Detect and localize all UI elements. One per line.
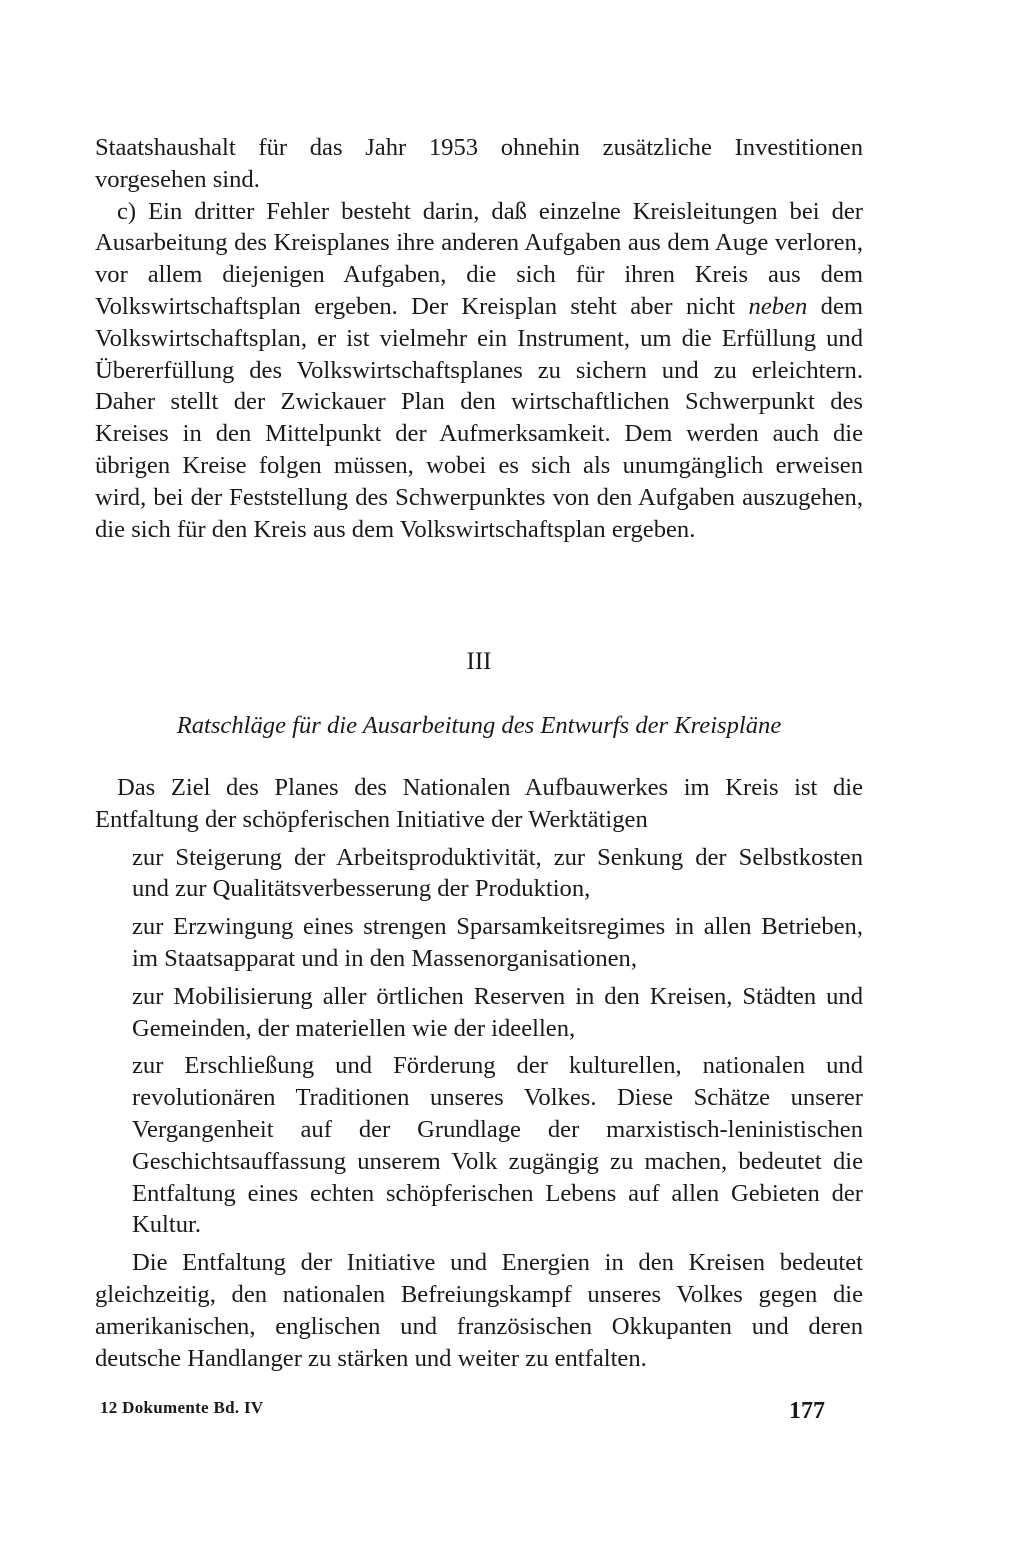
paragraph-error-c-part2: dem Volkswirtschaftsplan, er ist vielmehr ein Instrument, um die Erfüllung und Übererfüllung des Volkswirtschaftsplanes zu sichern und zu erleichtern. Daher stellt der Zwickauer Plan den wirtschaftlichen Schwerpunkt des Kreises in den Mittelpunkt der Aufmerksamkeit. Dem werden auch die übrigen Kreise folgen müssen, wobei es sich als unumgänglich erweisen wird, bei der Feststellung des Schwerpunktes von den Aufgaben auszugehen, die sich für den Kreis aus dem Volkswirtschaftsplan ergeben. <box>95 292 863 543</box>
closing-paragraph: Die Entfaltung der Initiative und Energien in den Kreisen bedeutet gleichzeitig, den nationalen Befreiungskampf unseres Volkes gegen die amerikanischen, englischen und französischen Okkupanten und deren deutsche Handlanger zu stärken und weiter zu entfalten. <box>95 1249 863 1372</box>
list-item: zur Erzwingung eines strengen Sparsamkeitsregimes in allen Betrieben, im Staatsapparat und in den Massenorganisationen, <box>132 913 863 972</box>
paragraph-continuation: Staatshaushalt für das Jahr 1953 ohnehin zusätzliche Investitionen vorgesehen sind. <box>95 134 863 193</box>
intro-paragraph: Das Ziel des Planes des Nationalen Aufbauwerkes im Kreis ist die Entfaltung der schöpferischen Initiative der Werktätigen <box>95 774 863 833</box>
top-text-block <box>95 132 863 545</box>
list-item: zur Mobilisierung aller örtlichen Reserven in den Kreisen, Städten und Gemeinden, der materiellen wie der ideellen, <box>132 982 863 1042</box>
page-number: 177 <box>789 1398 825 1424</box>
emphasis-neben: neben <box>748 292 808 320</box>
section-title: Ratschläge für die Ausarbeitung des Entwurfs der Kreispläne <box>176 712 782 739</box>
list-item: zur Erschließung und Förderung der kulturellen, nationalen und revolutionären Traditionen unseres Volkes. Diese Schätze unserer Vergangenheit auf der Grundlage der marxistisch-leninistischen Geschichtsauffassung unserem Volk zugängig zu machen, bedeutet die Entfaltung eines echten schöpferischen Lebens auf allen Gebieten der Kultur. <box>132 1052 863 1239</box>
list-item: zur Steigerung der Arbeitsproduktivität, zur Senkung der Selbstkosten und zur Qualitätsverbesserung der Produktion, <box>132 843 863 903</box>
section-number: III <box>466 648 492 675</box>
paragraph-error-c-part1: c) Ein dritter Fehler besteht darin, daß einzelne Kreisleitungen bei der Ausarbeitung des Kreisplanes ihre anderen Aufgaben aus dem Auge verloren, vor allem diejenigen Aufgaben, die sich für ihren Kreis aus dem Volkswirtschaftsplan ergeben. Der Kreisplan steht aber nicht <box>95 197 863 320</box>
signature-mark: 12 Dokumente Bd. IV <box>100 1398 264 1417</box>
paragraph-error-c <box>95 196 863 546</box>
body-text-block <box>95 772 863 1374</box>
